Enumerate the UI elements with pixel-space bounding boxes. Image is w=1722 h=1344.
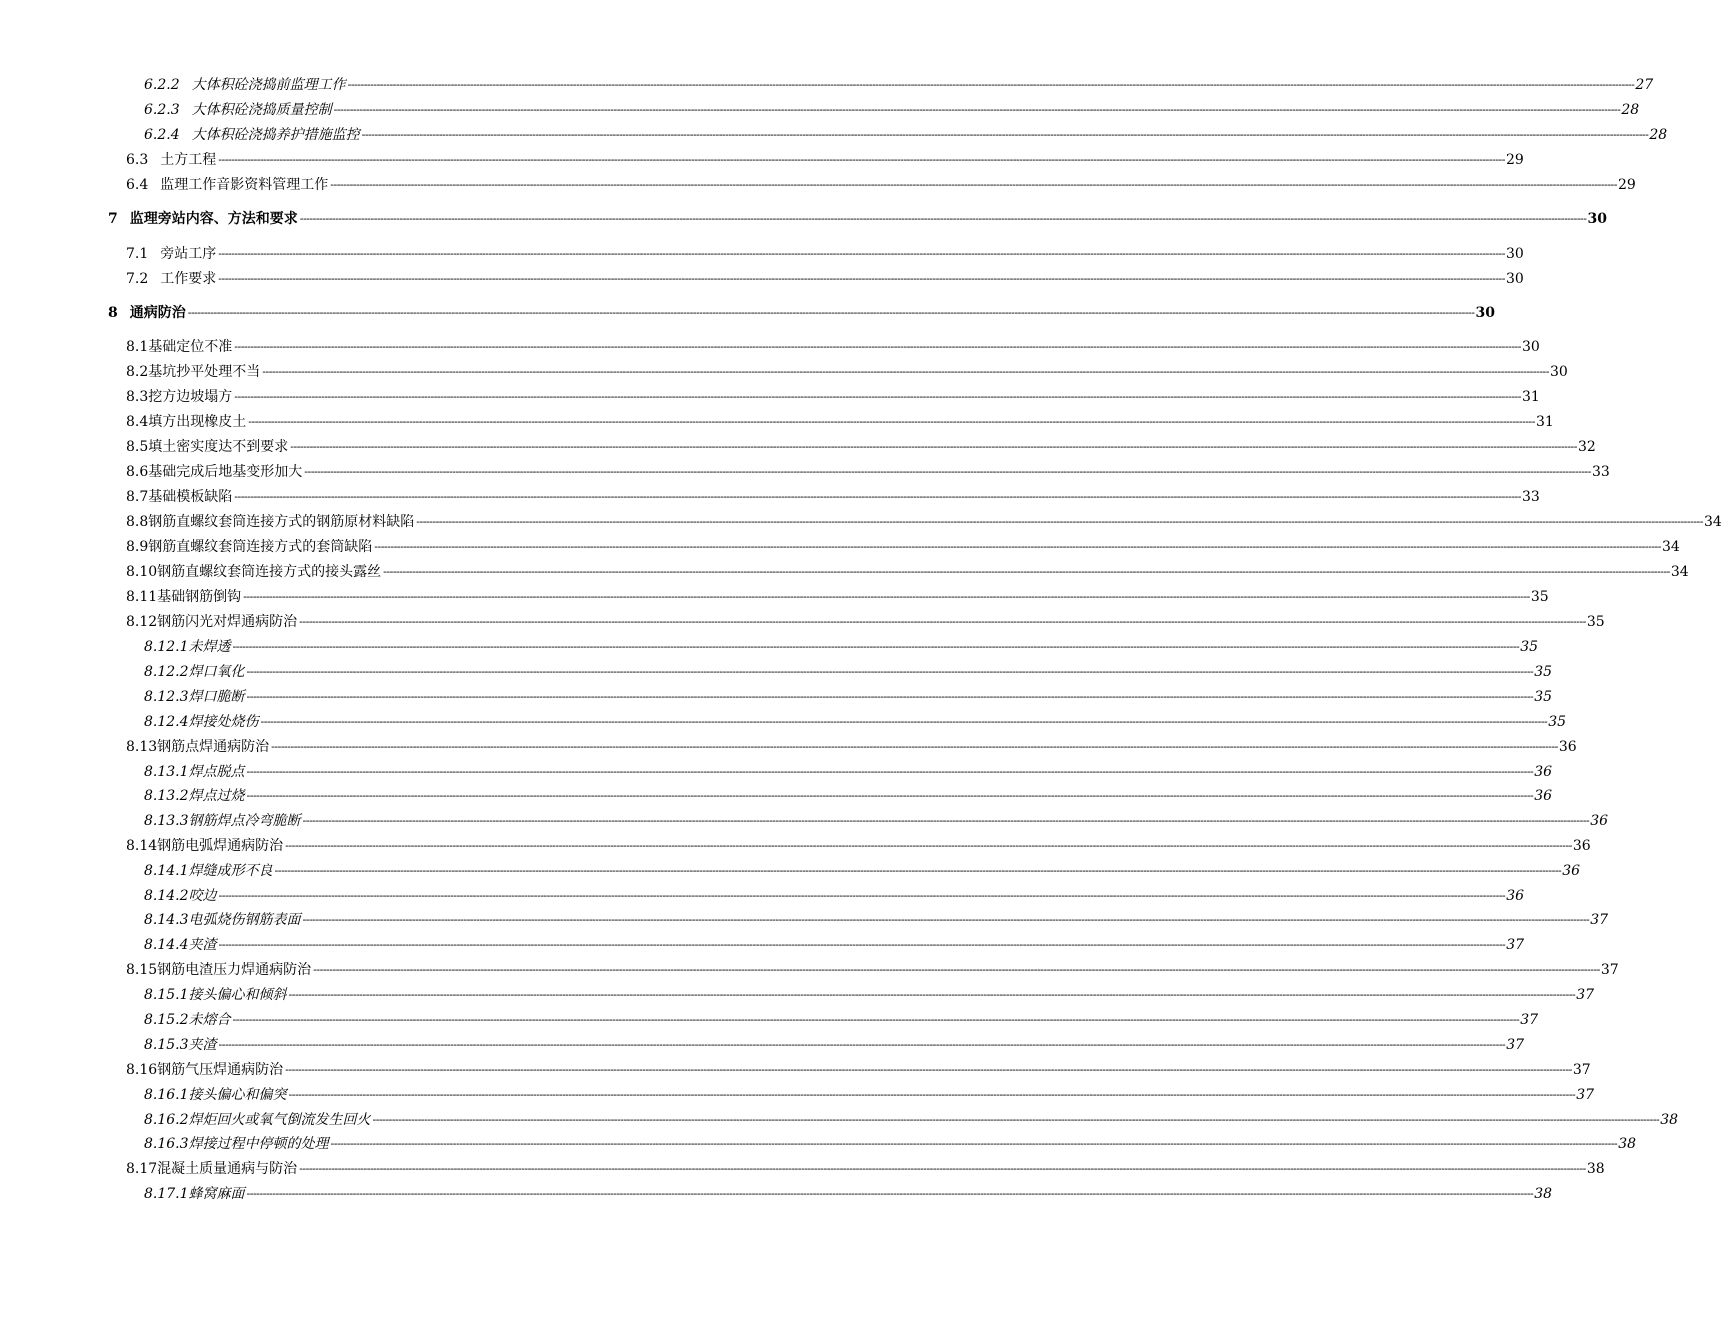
toc-entry-title: 8.16.3焊接过程中停顿的处理 <box>144 1136 329 1152</box>
toc-entry[interactable] <box>0 335 1540 355</box>
toc-entry[interactable] <box>0 98 1640 118</box>
toc-entry-title: 监理旁站内容、方法和要求 <box>129 211 298 227</box>
toc-page-number: 37 <box>1590 912 1609 928</box>
toc-entry[interactable] <box>0 983 1595 1003</box>
toc-entry-title: 8.8钢筋直螺纹套筒连接方式的钢筋原材料缺陷 <box>126 514 415 530</box>
toc-entry[interactable] <box>0 73 1654 93</box>
toc-leader: ---------------------------------------------------------------------------------------------------------------------------------------------------------------------------------------------------------------------------------------------------------------------------------------------------------------------------------------------------------------------------------------------------------------- <box>246 789 1534 802</box>
toc-entry[interactable] <box>0 635 1539 655</box>
toc-entry[interactable] <box>0 1182 1553 1202</box>
toc-page-number: 37 <box>1506 937 1525 953</box>
toc-page-number: 30 <box>1475 305 1495 321</box>
toc-entry-number: 6.4 <box>126 177 149 193</box>
toc-leader: ---------------------------------------------------------------------------------------------------------------------------------------------------------------------------------------------------------------------------------------------------------------------------------------------------------------------------------------------------------------------------------------------------------------- <box>299 212 1587 225</box>
toc-entry-title: 8.5填土密实度达不到要求 <box>126 439 289 455</box>
toc-page-number: 27 <box>1635 77 1654 93</box>
toc-entry-title: 8.15.2未熔合 <box>144 1012 231 1028</box>
toc-entry-text <box>144 1012 232 1028</box>
toc-entry-text <box>144 1186 246 1202</box>
toc-entry-text <box>126 177 329 193</box>
toc-entry[interactable] <box>0 148 1524 168</box>
toc-entry-text <box>144 813 302 829</box>
toc-entry-title: 8.11基础钢筋倒钩 <box>126 589 242 605</box>
toc-entry[interactable] <box>0 1132 1637 1152</box>
toc-entry[interactable] <box>0 735 1577 755</box>
toc-entry[interactable] <box>0 267 1524 287</box>
toc-entry-title: 8.12钢筋闪光对焊通病防治 <box>126 614 298 630</box>
toc-leader: ---------------------------------------------------------------------------------------------------------------------------------------------------------------------------------------------------------------------------------------------------------------------------------------------------------------------------------------------------------------------------------------------------------------- <box>299 615 1586 628</box>
toc-entry-number: 7.2 <box>126 271 149 287</box>
toc-leader: ---------------------------------------------------------------------------------------------------------------------------------------------------------------------------------------------------------------------------------------------------------------------------------------------------------------------------------------------------------------------------------------------------------------- <box>416 515 1703 528</box>
toc-entry[interactable] <box>0 242 1524 262</box>
toc-entry[interactable] <box>0 660 1553 680</box>
toc-page-number: 32 <box>1577 439 1596 455</box>
toc-entry-text <box>126 564 382 580</box>
toc-entry[interactable] <box>0 173 1636 193</box>
toc-page-number: 37 <box>1576 987 1595 1003</box>
toc-entry-text <box>144 1037 218 1053</box>
toc-entry-title: 监理工作音影资料管理工作 <box>160 177 329 193</box>
toc-page-number: 37 <box>1600 962 1619 978</box>
toc-leader: ---------------------------------------------------------------------------------------------------------------------------------------------------------------------------------------------------------------------------------------------------------------------------------------------------------------------------------------------------------------------------------------------------------------- <box>330 178 1617 191</box>
toc-entry[interactable] <box>0 485 1540 505</box>
toc-page-number: 36 <box>1534 764 1553 780</box>
toc-entry[interactable] <box>0 560 1689 580</box>
toc-page-number: 30 <box>1521 339 1540 355</box>
toc-entry-title: 8.12.1未焊透 <box>144 639 231 655</box>
toc-entry-text <box>126 838 284 854</box>
toc-leader: ---------------------------------------------------------------------------------------------------------------------------------------------------------------------------------------------------------------------------------------------------------------------------------------------------------------------------------------------------------------------------------------------------------------- <box>285 839 1572 852</box>
toc-entry[interactable] <box>0 510 1722 530</box>
toc-entry-text <box>126 364 261 380</box>
toc-entry-text <box>144 888 218 904</box>
toc-entry[interactable] <box>0 1058 1591 1078</box>
toc-entry-text <box>126 152 217 168</box>
toc-entry[interactable] <box>0 301 1495 321</box>
toc-entry-title: 8.13.2焊点过烧 <box>144 788 245 804</box>
toc-entry[interactable] <box>0 760 1553 780</box>
toc-entry-title: 大体积砼浇捣前监理工作 <box>191 77 346 93</box>
toc-entry-title: 8.15.3夹渣 <box>144 1037 217 1053</box>
toc-entry[interactable] <box>0 834 1591 854</box>
toc-leader: ---------------------------------------------------------------------------------------------------------------------------------------------------------------------------------------------------------------------------------------------------------------------------------------------------------------------------------------------------------------------------------------------------------------- <box>288 988 1576 1001</box>
toc-entry-title: 8.15钢筋电渣压力焊通病防治 <box>126 962 312 978</box>
toc-page-number: 33 <box>1521 489 1540 505</box>
toc-entry[interactable] <box>0 710 1567 730</box>
toc-leader: ---------------------------------------------------------------------------------------------------------------------------------------------------------------------------------------------------------------------------------------------------------------------------------------------------------------------------------------------------------------------------------------------------------------- <box>246 665 1534 678</box>
toc-page-number: 29 <box>1505 152 1524 168</box>
toc-entry-title: 8.14.3电弧烧伤钢筋表面 <box>144 912 301 928</box>
toc-page-number: 35 <box>1534 664 1553 680</box>
toc-page-number: 34 <box>1670 564 1689 580</box>
toc-leader: ---------------------------------------------------------------------------------------------------------------------------------------------------------------------------------------------------------------------------------------------------------------------------------------------------------------------------------------------------------------------------------------------------------------- <box>218 889 1506 902</box>
toc-entry-text <box>126 414 247 430</box>
toc-entry-title: 8.14.2咬边 <box>144 888 217 904</box>
toc-leader: ---------------------------------------------------------------------------------------------------------------------------------------------------------------------------------------------------------------------------------------------------------------------------------------------------------------------------------------------------------------------------------------------------------------- <box>304 465 1591 478</box>
toc-entry[interactable] <box>0 685 1553 705</box>
toc-page-number: 28 <box>1621 102 1640 118</box>
toc-entry-text <box>126 246 217 262</box>
toc-entry-title: 8.9钢筋直螺纹套筒连接方式的套筒缺陷 <box>126 539 373 555</box>
toc-leader: ---------------------------------------------------------------------------------------------------------------------------------------------------------------------------------------------------------------------------------------------------------------------------------------------------------------------------------------------------------------------------------------------------------------- <box>234 490 1521 503</box>
toc-leader: ---------------------------------------------------------------------------------------------------------------------------------------------------------------------------------------------------------------------------------------------------------------------------------------------------------------------------------------------------------------------------------------------------------------- <box>218 1038 1506 1051</box>
toc-page-number: 37 <box>1506 1037 1525 1053</box>
toc-entry[interactable] <box>0 1008 1539 1028</box>
toc-entry[interactable] <box>0 1157 1605 1177</box>
toc-leader: ---------------------------------------------------------------------------------------------------------------------------------------------------------------------------------------------------------------------------------------------------------------------------------------------------------------------------------------------------------------------------------------------------------------- <box>330 1137 1618 1150</box>
toc-page-number: 37 <box>1572 1062 1591 1078</box>
toc-leader: ---------------------------------------------------------------------------------------------------------------------------------------------------------------------------------------------------------------------------------------------------------------------------------------------------------------------------------------------------------------------------------------------------------------- <box>302 913 1590 926</box>
toc-entry-text <box>126 389 233 405</box>
toc-leader: ---------------------------------------------------------------------------------------------------------------------------------------------------------------------------------------------------------------------------------------------------------------------------------------------------------------------------------------------------------------------------------------------------------------- <box>218 938 1506 951</box>
toc-leader: ---------------------------------------------------------------------------------------------------------------------------------------------------------------------------------------------------------------------------------------------------------------------------------------------------------------------------------------------------------------------------------------------------------------- <box>290 440 1577 453</box>
toc-entry[interactable] <box>0 809 1609 829</box>
toc-entry[interactable] <box>0 535 1680 555</box>
toc-leader: ---------------------------------------------------------------------------------------------------------------------------------------------------------------------------------------------------------------------------------------------------------------------------------------------------------------------------------------------------------------------------------------------------------------- <box>246 690 1534 703</box>
toc-leader: ---------------------------------------------------------------------------------------------------------------------------------------------------------------------------------------------------------------------------------------------------------------------------------------------------------------------------------------------------------------------------------------------------------------- <box>285 1063 1572 1076</box>
toc-entry-title: 8.6基础完成后地基变形加大 <box>126 464 303 480</box>
toc-entry-text <box>144 689 246 705</box>
toc-entry[interactable] <box>0 1033 1525 1053</box>
toc-entry[interactable] <box>0 1108 1679 1128</box>
toc-page-number: 35 <box>1520 639 1539 655</box>
toc-entry[interactable] <box>0 360 1568 380</box>
toc-leader: ---------------------------------------------------------------------------------------------------------------------------------------------------------------------------------------------------------------------------------------------------------------------------------------------------------------------------------------------------------------------------------------------------------------- <box>299 1162 1586 1175</box>
toc-leader: ---------------------------------------------------------------------------------------------------------------------------------------------------------------------------------------------------------------------------------------------------------------------------------------------------------------------------------------------------------------------------------------------------------------- <box>383 565 1670 578</box>
toc-entry-text <box>144 714 260 730</box>
toc-page-number: 36 <box>1590 813 1609 829</box>
toc-entry-title: 8.12.2焊口氧化 <box>144 664 245 680</box>
toc-entry-title: 大体积砼浇捣养护措施监控 <box>191 127 360 143</box>
toc-entry-title: 8.2基坑抄平处理不当 <box>126 364 261 380</box>
toc-leader: ---------------------------------------------------------------------------------------------------------------------------------------------------------------------------------------------------------------------------------------------------------------------------------------------------------------------------------------------------------------------------------------------------------------- <box>243 590 1530 603</box>
toc-entry-title: 8.13.1焊点脱点 <box>144 764 245 780</box>
toc-page-number: 37 <box>1520 1012 1539 1028</box>
toc-entry-text <box>126 339 233 355</box>
toc-entry[interactable] <box>0 958 1619 978</box>
toc-entry-title: 8.10钢筋直螺纹套筒连接方式的接头露丝 <box>126 564 382 580</box>
toc-leader: ---------------------------------------------------------------------------------------------------------------------------------------------------------------------------------------------------------------------------------------------------------------------------------------------------------------------------------------------------------------------------------------------------------------- <box>274 864 1562 877</box>
toc-entry-text <box>108 211 299 227</box>
toc-entry-title: 8.16.1接头偏心和偏突 <box>144 1087 287 1103</box>
toc-page-number: 37 <box>1576 1087 1595 1103</box>
toc-page-number: 34 <box>1703 514 1722 530</box>
toc-entry-number: 6.2.3 <box>144 102 180 118</box>
toc-entry[interactable] <box>0 123 1668 143</box>
toc-page-number: 38 <box>1534 1186 1553 1202</box>
toc-entry-title: 8.14钢筋电弧焊通病防治 <box>126 838 284 854</box>
toc-entry-number: 6.2.2 <box>144 77 180 93</box>
toc-entry-text <box>144 1087 288 1103</box>
toc-leader: ---------------------------------------------------------------------------------------------------------------------------------------------------------------------------------------------------------------------------------------------------------------------------------------------------------------------------------------------------------------------------------------------------------------- <box>246 765 1534 778</box>
toc-entry[interactable] <box>0 884 1525 904</box>
toc-page-number: 36 <box>1534 788 1553 804</box>
toc-entry-text <box>126 589 242 605</box>
toc-leader: ---------------------------------------------------------------------------------------------------------------------------------------------------------------------------------------------------------------------------------------------------------------------------------------------------------------------------------------------------------------------------------------------------------------- <box>313 963 1600 976</box>
toc-entry-text <box>144 639 232 655</box>
toc-entry[interactable] <box>0 908 1609 928</box>
toc-entry-number: 6.3 <box>126 152 149 168</box>
toc-entry-text <box>126 539 373 555</box>
toc-entry-text <box>126 1062 284 1078</box>
toc-leader: ---------------------------------------------------------------------------------------------------------------------------------------------------------------------------------------------------------------------------------------------------------------------------------------------------------------------------------------------------------------------------------------------------------------- <box>218 153 1505 166</box>
toc-entry-title: 8.17混凝土质量通病与防治 <box>126 1161 298 1177</box>
toc-entry-title: 8.15.1接头偏心和倾斜 <box>144 987 287 1003</box>
toc-entry[interactable] <box>0 933 1525 953</box>
toc-page-number: 38 <box>1660 1112 1679 1128</box>
toc-entry[interactable] <box>0 207 1607 227</box>
toc-entry[interactable] <box>0 435 1596 455</box>
toc-entry-title: 8.14.1焊缝成形不良 <box>144 863 273 879</box>
toc-page-number: 31 <box>1521 389 1540 405</box>
toc-leader: ---------------------------------------------------------------------------------------------------------------------------------------------------------------------------------------------------------------------------------------------------------------------------------------------------------------------------------------------------------------------------------------------------------------- <box>372 1113 1660 1126</box>
toc-entry[interactable] <box>0 859 1581 879</box>
toc-leader: ---------------------------------------------------------------------------------------------------------------------------------------------------------------------------------------------------------------------------------------------------------------------------------------------------------------------------------------------------------------------------------------------------------------- <box>347 78 1635 91</box>
toc-leader: ---------------------------------------------------------------------------------------------------------------------------------------------------------------------------------------------------------------------------------------------------------------------------------------------------------------------------------------------------------------------------------------------------------------- <box>262 365 1549 378</box>
toc-entry-title: 大体积砼浇捣质量控制 <box>191 102 332 118</box>
toc-entry-text <box>144 127 361 143</box>
toc-leader: ---------------------------------------------------------------------------------------------------------------------------------------------------------------------------------------------------------------------------------------------------------------------------------------------------------------------------------------------------------------------------------------------------------------- <box>271 740 1558 753</box>
toc-page-number: 36 <box>1572 838 1591 854</box>
toc-entry-number: 7 <box>108 211 118 227</box>
toc-entry-text <box>144 912 302 928</box>
toc-entry-title: 8.12.3焊口脆断 <box>144 689 245 705</box>
toc-entry-text <box>126 514 415 530</box>
toc-leader: ---------------------------------------------------------------------------------------------------------------------------------------------------------------------------------------------------------------------------------------------------------------------------------------------------------------------------------------------------------------------------------------------------------------- <box>361 128 1649 141</box>
toc-page-number: 30 <box>1549 364 1568 380</box>
toc-leader: ---------------------------------------------------------------------------------------------------------------------------------------------------------------------------------------------------------------------------------------------------------------------------------------------------------------------------------------------------------------------------------------------------------------- <box>333 103 1621 116</box>
toc-entry-title: 8.17.1蜂窝麻面 <box>144 1186 245 1202</box>
toc-page-number: 36 <box>1506 888 1525 904</box>
toc-entry-text <box>108 305 187 321</box>
toc-entry-title: 工作要求 <box>160 271 217 287</box>
toc-entry[interactable] <box>0 410 1554 430</box>
toc-leader: ---------------------------------------------------------------------------------------------------------------------------------------------------------------------------------------------------------------------------------------------------------------------------------------------------------------------------------------------------------------------------------------------------------------- <box>246 1187 1534 1200</box>
toc-page-number: 28 <box>1649 127 1668 143</box>
toc-page-number: 31 <box>1535 414 1554 430</box>
toc-entry[interactable] <box>0 610 1605 630</box>
toc-entry-title: 8.16钢筋气压焊通病防治 <box>126 1062 284 1078</box>
toc-entry-text <box>144 1112 372 1128</box>
toc-entry-title: 8.13钢筋点焊通病防治 <box>126 739 270 755</box>
toc-entry-text <box>144 77 347 93</box>
toc-leader: ---------------------------------------------------------------------------------------------------------------------------------------------------------------------------------------------------------------------------------------------------------------------------------------------------------------------------------------------------------------------------------------------------------------- <box>232 1013 1520 1026</box>
toc-entry-text <box>126 962 312 978</box>
toc-entry-number: 8 <box>108 305 118 321</box>
toc-leader: ---------------------------------------------------------------------------------------------------------------------------------------------------------------------------------------------------------------------------------------------------------------------------------------------------------------------------------------------------------------------------------------------------------------- <box>260 715 1548 728</box>
toc-page-number: 30 <box>1587 211 1607 227</box>
toc-leader: ---------------------------------------------------------------------------------------------------------------------------------------------------------------------------------------------------------------------------------------------------------------------------------------------------------------------------------------------------------------------------------------------------------------- <box>218 272 1505 285</box>
toc-entry-text <box>144 102 333 118</box>
toc-page-number: 36 <box>1558 739 1577 755</box>
toc-entry-text <box>126 1161 298 1177</box>
toc-leader: ---------------------------------------------------------------------------------------------------------------------------------------------------------------------------------------------------------------------------------------------------------------------------------------------------------------------------------------------------------------------------------------------------------------- <box>234 340 1521 353</box>
toc-leader: ---------------------------------------------------------------------------------------------------------------------------------------------------------------------------------------------------------------------------------------------------------------------------------------------------------------------------------------------------------------------------------------------------------------- <box>232 640 1520 653</box>
toc-entry-title: 8.1基础定位不准 <box>126 339 233 355</box>
toc-page-number: 30 <box>1505 271 1524 287</box>
toc-page-number: 33 <box>1591 464 1610 480</box>
toc-entry-title: 土方工程 <box>160 152 217 168</box>
toc-entry-text <box>126 489 233 505</box>
toc-entry-text <box>144 664 246 680</box>
toc-entry-title: 8.12.4焊接处烧伤 <box>144 714 259 730</box>
toc-entry-text <box>126 614 298 630</box>
toc-page-number: 36 <box>1562 863 1581 879</box>
toc-page-number: 34 <box>1661 539 1680 555</box>
toc-entry-number: 6.2.4 <box>144 127 180 143</box>
toc-entry-title: 通病防治 <box>129 305 186 321</box>
toc-page-number: 35 <box>1586 614 1605 630</box>
toc-entry[interactable] <box>0 1083 1595 1103</box>
toc-page-number: 30 <box>1505 246 1524 262</box>
toc-entry-title: 8.16.2焊炬回火或氧气倒流发生回火 <box>144 1112 371 1128</box>
toc-entry-text <box>144 863 274 879</box>
toc-page-number: 35 <box>1530 589 1549 605</box>
toc-entry-text <box>144 764 246 780</box>
toc-entry-number: 7.1 <box>126 246 149 262</box>
toc-leader: ---------------------------------------------------------------------------------------------------------------------------------------------------------------------------------------------------------------------------------------------------------------------------------------------------------------------------------------------------------------------------------------------------------------- <box>248 415 1535 428</box>
toc-entry-title: 8.3挖方边坡塌方 <box>126 389 233 405</box>
toc-entry[interactable] <box>0 585 1549 605</box>
toc-page-number: 35 <box>1534 689 1553 705</box>
toc-entry-text <box>144 1136 330 1152</box>
toc-page-number: 29 <box>1617 177 1636 193</box>
toc-entry-title: 8.4填方出现橡皮土 <box>126 414 247 430</box>
toc-entry-text <box>144 788 246 804</box>
toc-entry-title: 8.7基础模板缺陷 <box>126 489 233 505</box>
toc-entry[interactable] <box>0 784 1553 804</box>
toc-entry[interactable] <box>0 385 1540 405</box>
toc-entry-text <box>144 937 218 953</box>
toc-page-number: 38 <box>1618 1136 1637 1152</box>
toc-entry-title: 旁站工序 <box>160 246 217 262</box>
toc-entry-text <box>126 464 303 480</box>
toc-leader: ---------------------------------------------------------------------------------------------------------------------------------------------------------------------------------------------------------------------------------------------------------------------------------------------------------------------------------------------------------------------------------------------------------------- <box>234 390 1521 403</box>
toc-leader: ---------------------------------------------------------------------------------------------------------------------------------------------------------------------------------------------------------------------------------------------------------------------------------------------------------------------------------------------------------------------------------------------------------------- <box>302 814 1590 827</box>
toc-entry-title: 8.14.4夹渣 <box>144 937 217 953</box>
toc-entry-title: 8.13.3钢筋焊点冷弯脆断 <box>144 813 301 829</box>
toc-entry[interactable] <box>0 460 1610 480</box>
toc-leader: ---------------------------------------------------------------------------------------------------------------------------------------------------------------------------------------------------------------------------------------------------------------------------------------------------------------------------------------------------------------------------------------------------------------- <box>187 306 1475 319</box>
toc-page-number: 38 <box>1586 1161 1605 1177</box>
toc-entry-text <box>126 271 217 287</box>
toc-leader: ---------------------------------------------------------------------------------------------------------------------------------------------------------------------------------------------------------------------------------------------------------------------------------------------------------------------------------------------------------------------------------------------------------------- <box>374 540 1661 553</box>
toc-entry-text <box>126 439 289 455</box>
toc-leader: ---------------------------------------------------------------------------------------------------------------------------------------------------------------------------------------------------------------------------------------------------------------------------------------------------------------------------------------------------------------------------------------------------------------- <box>218 247 1505 260</box>
toc-entry-text <box>144 987 288 1003</box>
toc-page-number: 35 <box>1548 714 1567 730</box>
toc-leader: ---------------------------------------------------------------------------------------------------------------------------------------------------------------------------------------------------------------------------------------------------------------------------------------------------------------------------------------------------------------------------------------------------------------- <box>288 1088 1576 1101</box>
toc-entry-text <box>126 739 270 755</box>
